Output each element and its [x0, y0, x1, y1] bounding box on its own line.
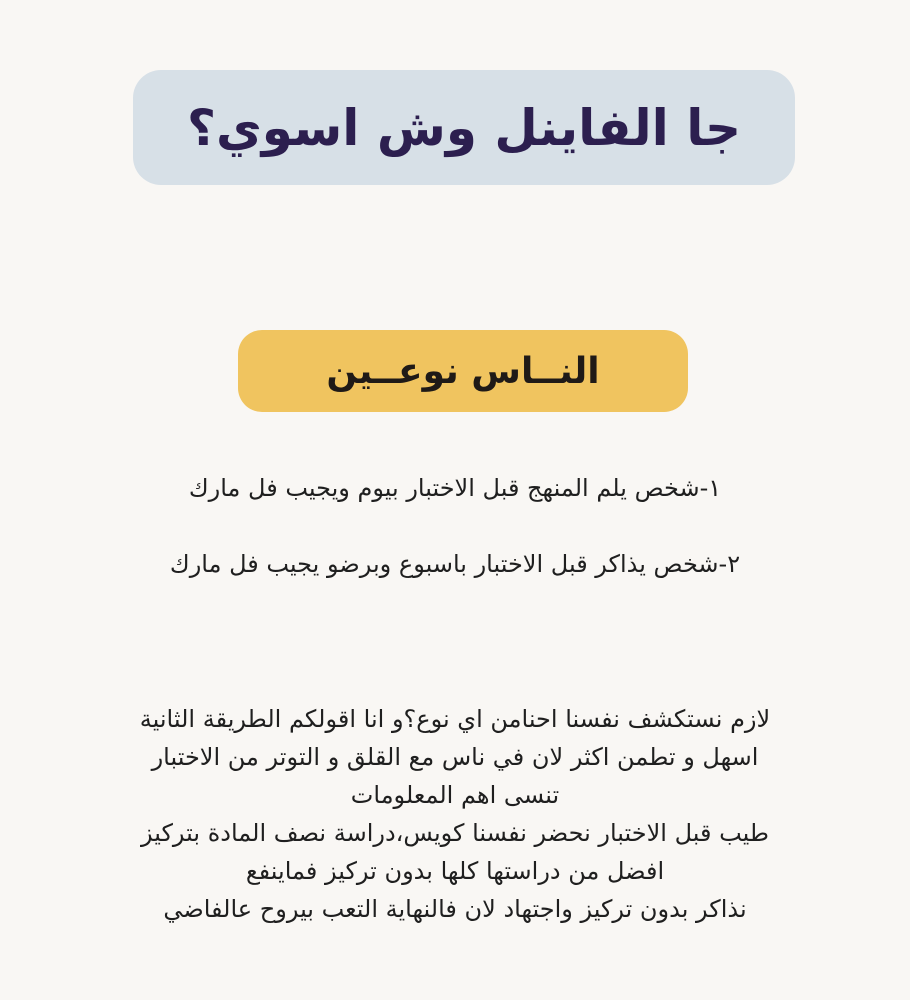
page-title: جا الفاينل وش اسوي؟: [186, 98, 742, 157]
person-type-2: ٢-شخص يذاكر قبل الاختبار باسبوع وبرضو يجيب فل مارك: [169, 550, 741, 578]
advice-line: طيب قبل الاختبار نحضر نفسنا كويس،دراسة نصف المادة بتركيز: [140, 819, 770, 847]
advice-line: لازم نستكشف نفسنا احنامن اي نوع؟و انا اقولكم الطريقة الثانية: [139, 705, 771, 733]
section-heading: النــاس نوعــين: [326, 350, 600, 392]
advice-line: نذاكر بدون تركيز واجتهاد لان فالنهاية التعب بيروح عالفاضي: [163, 895, 747, 923]
section-banner: [238, 330, 688, 412]
advice-paragraph: [100, 700, 810, 928]
advice-line: افضل من دراستها كلها بدون تركيز فماينفع: [245, 857, 665, 885]
title-banner: [133, 70, 795, 185]
person-type-1: ١-شخص يلم المنهج قبل الاختبار بيوم ويجيب فل مارك: [188, 474, 722, 502]
advice-line: تنسى اهم المعلومات: [350, 781, 560, 809]
advice-line: اسهل و تطمن اكثر لان في ناس مع القلق و التوتر من الاختبار: [151, 743, 759, 771]
